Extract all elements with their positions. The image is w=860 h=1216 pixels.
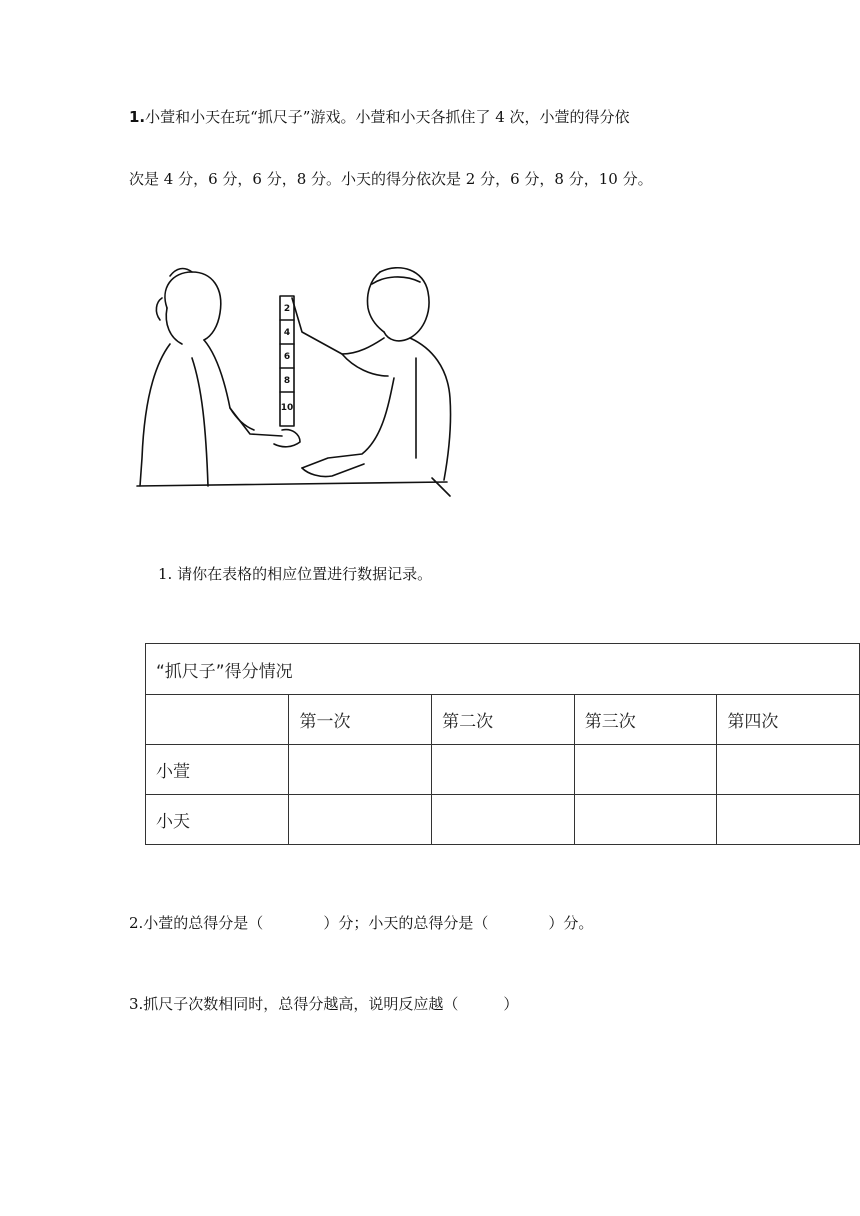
table-row: [146, 795, 860, 845]
ruler-mark-6: 6: [283, 352, 291, 362]
score-cell[interactable]: [432, 795, 575, 845]
ruler-mark-2: 2: [283, 304, 291, 314]
ruler-mark-8: 8: [283, 376, 291, 386]
ruler-mark-10: 10: [280, 403, 294, 413]
ruler-mark-4: 4: [283, 328, 291, 338]
score-cell[interactable]: [289, 745, 432, 795]
score-cell[interactable]: [574, 795, 717, 845]
score-cell[interactable]: [432, 745, 575, 795]
table-title-row: [146, 644, 860, 695]
question-1-line-2: 次是 4 分，6 分，6 分，8 分。小天的得分依次是 2 分，6 分，8 分，10 分。: [129, 170, 653, 188]
score-cell[interactable]: [289, 795, 432, 845]
row-name-xiaoxuan: 小萱: [146, 745, 289, 795]
score-table: [145, 643, 860, 845]
score-cell[interactable]: [574, 745, 717, 795]
header-fourth: 第四次: [717, 695, 860, 745]
score-cell[interactable]: [717, 795, 860, 845]
table-header-row: [146, 695, 860, 745]
table-row: [146, 745, 860, 795]
header-first: 第一次: [289, 695, 432, 745]
question-1-number: 1.: [129, 108, 146, 126]
question-1-line-1: [129, 106, 630, 127]
score-cell[interactable]: [717, 745, 860, 795]
header-third: 第三次: [574, 695, 717, 745]
question-1-text-1: 小萱和小天在玩“抓尺子”游戏。小萱和小天各抓住了 4 次，小萱的得分依: [145, 108, 630, 126]
row-name-xiaotian: 小天: [146, 795, 289, 845]
question-2: 2.小萱的总得分是（ ）分；小天的总得分是（ ）分。: [129, 914, 594, 932]
table-title: “抓尺子”得分情况: [146, 644, 860, 695]
sub-question-1: 1. 请你在表格的相应位置进行数据记录。: [158, 565, 433, 583]
ruler-game-illustration: [132, 258, 472, 503]
header-second: 第二次: [432, 695, 575, 745]
header-empty: [146, 695, 289, 745]
question-3: 3.抓尺子次数相同时，总得分越高，说明反应越（ ）: [129, 995, 519, 1013]
